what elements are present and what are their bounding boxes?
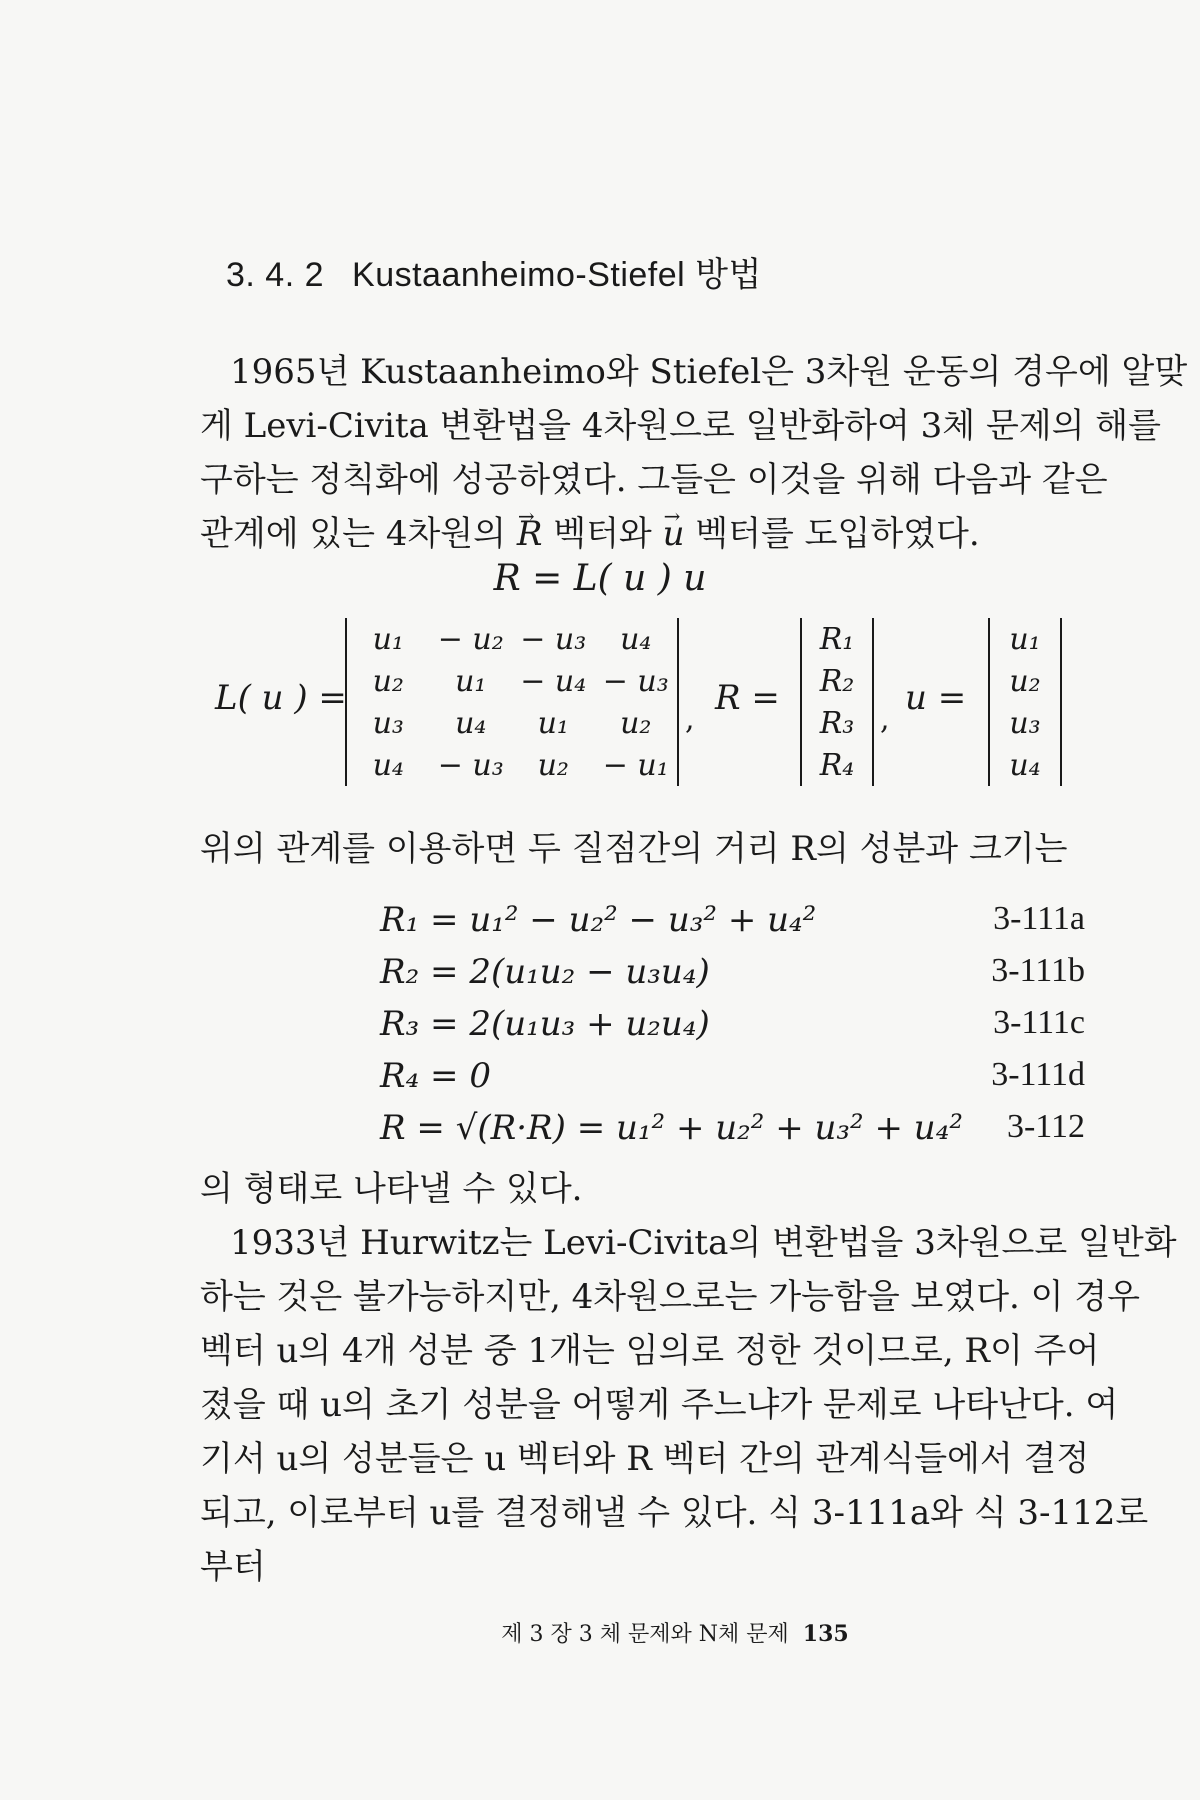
equation-expression: R₂ = 2(u₁u₂ − u₃u₄): [380, 952, 710, 992]
text-fragment: 관계에 있는 4차원의: [200, 514, 506, 554]
matrix-cell: u₄: [372, 747, 404, 783]
matrix-cell: u₁: [372, 621, 404, 657]
vector-R-label: R =: [715, 678, 780, 718]
matrix-L: [345, 618, 679, 786]
equation-row: [380, 1004, 1085, 1056]
text-line: 기서 u의 성분들은 u 벡터와 R 벡터 간의 관계식들에서 결정: [200, 1439, 1090, 1479]
paragraph-hurwitz: [200, 1162, 1177, 1594]
equation-number: 3-111c: [993, 1004, 1085, 1041]
equation-number: 3-111d: [991, 1056, 1085, 1093]
text-line: 졌을 때 u의 초기 성분을 어떻게 주느냐가 문제로 나타난다. 여: [200, 1385, 1119, 1425]
text-line: 벡터 u의 4개 성분 중 1개는 임의로 정한 것이므로, R이 주어: [200, 1331, 1100, 1371]
text-line: 구하는 정칙화에 성공하였다. 그들은 이것을 위해 다음과 같은: [200, 460, 1108, 500]
page-footer: [0, 1617, 1200, 1648]
matrix-cell: − u₁: [602, 747, 669, 783]
equation-row: [380, 1056, 1085, 1108]
text-line: 1965년 Kustaanheimo와 Stiefel은 3차원 운동의 경우에 알맞: [230, 352, 1188, 392]
matrix-cell: u₃: [372, 705, 404, 741]
equation-R-equals-Lu: R = L( u ) u: [493, 558, 707, 599]
matrix-cell: − u₃: [602, 663, 669, 699]
text-line: 1933년 Hurwitz는 Levi-Civita의 변환법을 3차원으로 일반화: [230, 1223, 1177, 1263]
matrix-cell: u₁: [537, 705, 569, 741]
matrix-cell: u₂: [537, 747, 569, 783]
vector-R-column: [800, 618, 874, 786]
matrix-cell: − u₃: [437, 747, 504, 783]
vector-u-column: [988, 618, 1062, 786]
paragraph-relation: [200, 822, 1085, 876]
text-line: 게 Levi-Civita 변환법을 4차원으로 일반화하여 3체 문제의 해를: [200, 406, 1161, 446]
equation-expression: R₄ = 0: [380, 1056, 491, 1096]
vector-u: → u: [663, 507, 685, 561]
equation-expression: R₃ = 2(u₁u₃ + u₂u₄): [380, 1004, 710, 1044]
section-title-text: Kustaanheimo-Stiefel 방법: [352, 256, 762, 294]
equation-number: 3-111a: [993, 900, 1085, 937]
equation-expression: R = √(R·R) = u₁² + u₂² + u₃² + u₄²: [380, 1108, 963, 1148]
equation-expression: R₁ = u₁² − u₂² − u₃² + u₄²: [380, 900, 817, 940]
matrix-cell: u₁: [455, 663, 487, 699]
equation-row: [380, 1108, 1085, 1160]
page-number: 135: [802, 1621, 849, 1647]
equation-list: [380, 900, 1085, 1160]
matrix-cell: − u₄: [520, 663, 587, 699]
vector-cell: u₃: [1009, 705, 1041, 741]
equation-row: [380, 952, 1085, 1004]
text-line: 부터: [200, 1547, 266, 1587]
vector-u-label: u =: [905, 678, 967, 718]
section-number: 3. 4. 2: [226, 256, 325, 294]
matrix-definitions: [0, 618, 1200, 786]
equation-number: 3-111b: [991, 952, 1085, 989]
vector-cell: R₄: [819, 747, 855, 783]
text-line: 위의 관계를 이용하면 두 질점간의 거리 R의 성분과 크기는: [200, 829, 1068, 869]
vector-cell: u₂: [1009, 663, 1041, 699]
vector-cell: R₃: [819, 705, 855, 741]
text-line: 하는 것은 불가능하지만, 4차원으로는 가능함을 보였다. 이 경우: [200, 1277, 1140, 1317]
text-line: 의 형태로 나타낼 수 있다.: [200, 1169, 583, 1209]
paragraph-intro: [200, 345, 1188, 561]
comma-separator: ,: [685, 702, 695, 737]
matrix-cell: u₄: [455, 705, 487, 741]
matrix-cell: u₄: [620, 621, 652, 657]
text-line: [200, 507, 1085, 561]
matrix-L-label: L( u ) =: [215, 678, 347, 718]
matrix-cell: u₂: [372, 663, 404, 699]
matrix-cell: − u₃: [520, 621, 587, 657]
text-fragment: 벡터와: [542, 514, 663, 554]
text-fragment: 벡터를 도입하였다.: [684, 514, 980, 554]
equation-row: [380, 900, 1085, 952]
vector-cell: u₄: [1009, 747, 1041, 783]
equation-number: 3-112: [1006, 1108, 1085, 1145]
section-heading: [226, 247, 762, 296]
comma-separator: ,: [880, 702, 890, 737]
matrix-cell: − u₂: [437, 621, 504, 657]
vector-R: → R: [517, 507, 543, 561]
vector-cell: R₂: [819, 663, 855, 699]
text-line: 되고, 이로부터 u를 결정해낼 수 있다. 식 3-111a와 식 3-112로: [200, 1493, 1149, 1533]
vector-cell: R₁: [819, 621, 855, 657]
matrix-cell: u₂: [620, 705, 652, 741]
running-footer-text: 제 3 장 3 체 문제와 N체 문제: [501, 1622, 789, 1647]
vector-cell: u₁: [1009, 621, 1041, 657]
